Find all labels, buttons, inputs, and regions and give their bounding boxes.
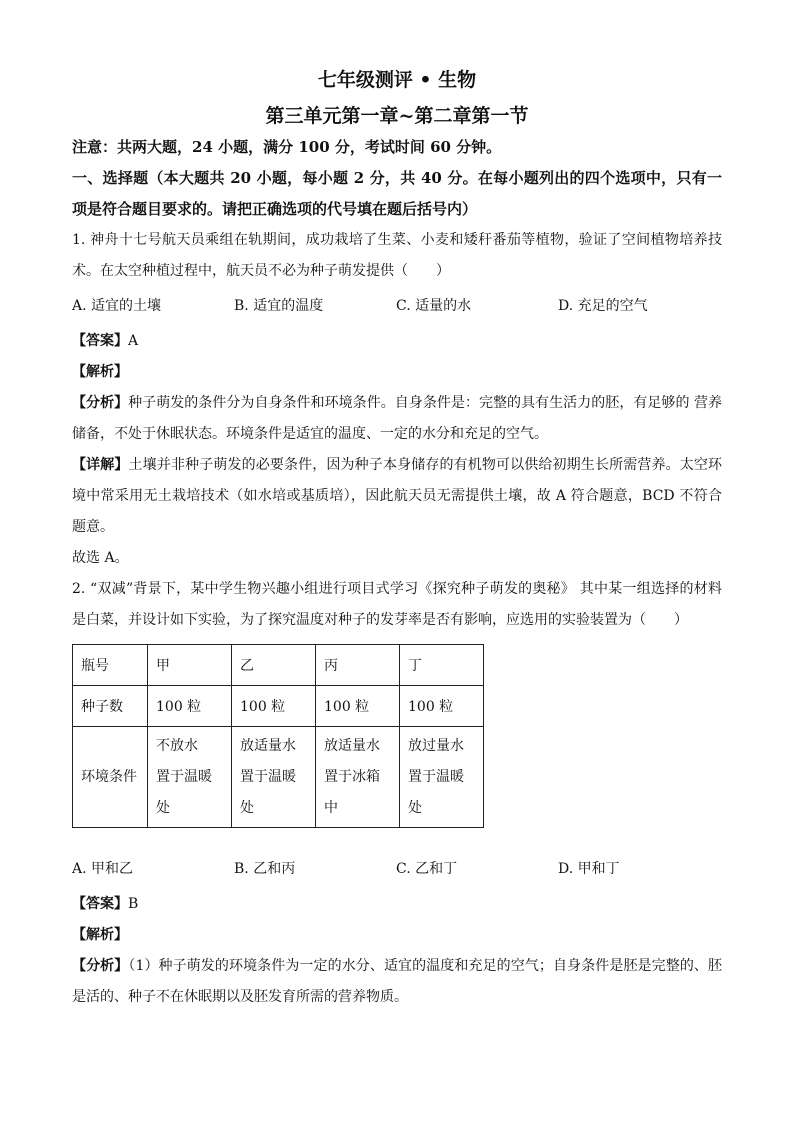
table-cell [148,727,232,828]
fenxi-text: （1）种子萌发的环境条件为一定的水分、适宜的温度和充足的空气；自身条件是胚是完整的、胚是活的、种子不在休眠期以及胚发育所需的营养物质。 [72,958,723,1005]
table-cell [316,727,400,828]
cell-line: 处 [408,799,422,816]
table-cell: 100 粒 [400,686,484,727]
question-1-xiangjie [72,450,722,543]
table-cell: 环境条件 [73,727,148,828]
cell-line: 放适量水 [240,737,296,754]
exam-page [72,60,722,1013]
cell-line: 置于温暖 [408,768,464,785]
cell-line: 置于温暖 [156,768,212,785]
answer-value: A [128,333,139,349]
question-2-stem: 2. “双减”背景下，某中学生物兴趣小组进行项目式学习《探究种子萌发的奥秘》 其中某一组选择的材料是白菜，并设计如下实验，为了探究温度对种子的发芽率是否有影响，应选用的实验装置为（ ） [72,581,722,628]
cell-line: 处 [240,799,254,816]
xiangjie-tag: 【详解】 [72,457,129,473]
answer-tag: 【答案】 [72,333,128,349]
question-1-stem: 1. 神舟十七号航天员乘组在轨期间，成功栽培了生菜、小麦和矮秆番茄等植物，验证了空间植物培养技术。在太空种植过程中，航天员不必为种子萌发提供（ ） [72,232,722,279]
question-2-fenxi [72,951,722,1013]
cell-line: 置于温暖 [240,768,296,785]
section-heading: 一、选择题（本大题共 20 小题，每小题 2 分，共 40 分。在每小题列出的四个选项中，只有一项是符合题目要求的。请把正确选项的代号填在题后括号内） [72,169,722,218]
option-b: B. 乙和丙 [234,861,296,877]
option-d: D. 充足的空气 [558,298,648,314]
page-title: 七年级测评 • 生物 [317,69,477,91]
cell-line: 放适量水 [324,737,380,754]
option-c: C. 乙和丁 [396,861,458,877]
page-subtitle: 第三单元第一章~第二章第一节 [265,105,529,127]
experiment-table [72,644,484,828]
question-2-options [72,854,722,885]
fenxi-text: 种子萌发的条件分为自身条件和环境条件。自身条件是：完整的具有生活力的胚，有足够的 营养储备，不处于休眠状态。环境条件是适宜的温度、一定的水分和充足的空气。 [72,395,723,442]
table-header-cell: 瓶号 [73,645,148,686]
fenxi-tag: 【分析】 [72,395,129,411]
table-header-cell: 丙 [316,645,400,686]
table-row [73,645,484,686]
cell-line: 处 [156,799,170,816]
option-b: B. 适宜的温度 [234,298,324,314]
cell-line: 放过量水 [408,737,464,754]
question-1-answer [72,326,722,357]
table-row [73,727,484,828]
answer-value: B [128,896,139,912]
xiangjie-text: 土壤并非种子萌发的必要条件，因为种子本身储存的有机物可以供给初期生长所需营养。太空环境中常采用无土栽培技术（如水培或基质培），因此航天员无需提供土壤，故 A 符合题意，BCD 不符合题意。 [72,457,723,535]
cell-line: 不放水 [156,737,198,754]
answer-tag: 【答案】 [72,896,128,912]
table-cell: 100 粒 [232,686,316,727]
table-header-cell: 乙 [232,645,316,686]
table-cell: 种子数 [73,686,148,727]
table-cell: 100 粒 [148,686,232,727]
cell-line: 置于冰箱 [324,768,380,785]
question-2-answer [72,889,722,920]
question-1-conclusion: 故选 A。 [72,550,129,566]
table-row [73,686,484,727]
question-2-analysis-tag: 【解析】 [72,927,128,943]
table-cell [232,727,316,828]
option-a: A. 甲和乙 [72,861,134,877]
option-c: C. 适量的水 [396,298,472,314]
table-header-cell: 甲 [148,645,232,686]
cell-line: 中 [324,799,338,816]
question-1-fenxi [72,388,722,450]
option-d: D. 甲和丁 [558,861,620,877]
question-1-analysis-tag: 【解析】 [72,364,128,380]
table-header-cell: 丁 [400,645,484,686]
table-cell: 100 粒 [316,686,400,727]
fenxi-tag: 【分析】 [72,958,129,974]
option-a: A. 适宜的土壤 [72,298,162,314]
question-1-options [72,291,722,322]
exam-notice: 注意：共两大题，24 小题，满分 100 分，考试时间 60 分钟。 [72,138,502,156]
table-cell [400,727,484,828]
